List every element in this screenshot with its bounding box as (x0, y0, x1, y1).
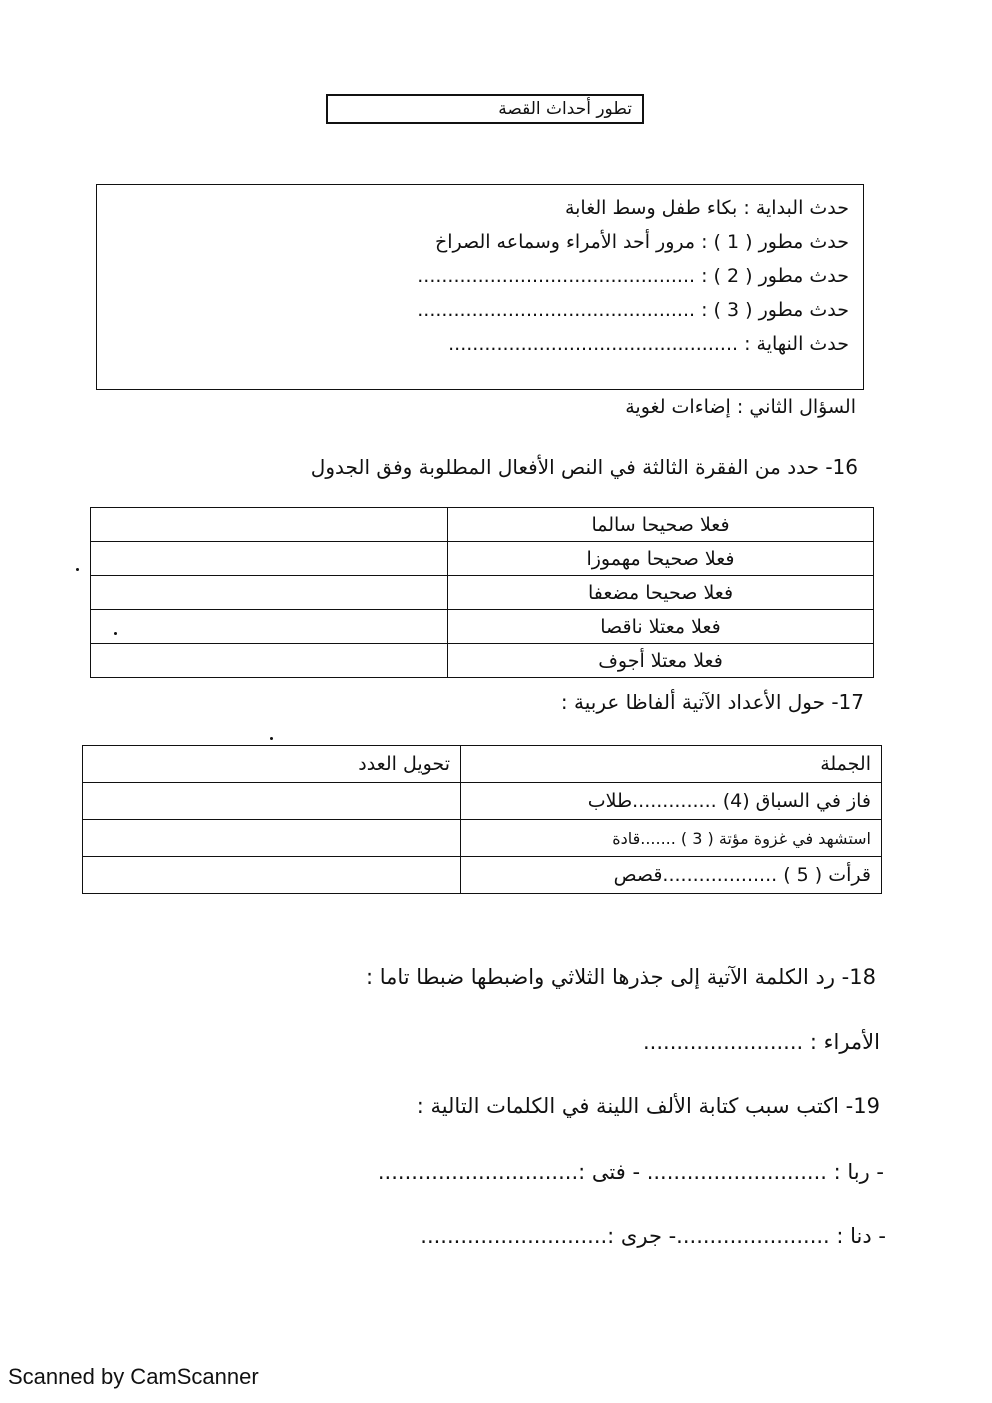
answer-cell[interactable] (91, 610, 448, 644)
scanner-watermark: Scanned by CamScanner (8, 1364, 259, 1389)
table-row (83, 783, 882, 820)
event-line-developer-3 (97, 293, 849, 327)
story-events-box (96, 184, 864, 390)
numbers-table (82, 745, 882, 894)
event-line-start (97, 191, 849, 225)
verb-type-cell: فعلا معتلا أجوف (448, 644, 874, 678)
event-line-end (97, 327, 849, 361)
verb-type-cell: فعلا صحيحا مهموزا (448, 542, 874, 576)
verb-type-cell: فعلا صحيحا مضعفا (448, 576, 874, 610)
scan-speck (114, 632, 117, 635)
event-label: حدث مطور ( 2 ) : (701, 265, 849, 287)
answer-cell[interactable] (83, 820, 461, 857)
question-19: 19- اكتب سبب كتابة الألف اللينة في الكلمات التالية : (416, 1094, 880, 1118)
question-19-line-2: - دنا : .......................- جرى :............................ (420, 1224, 886, 1248)
worksheet-title: تطور أحداث القصة (326, 94, 644, 124)
question-16: 16- حدد من الفقرة الثالثة في النص الأفعال المطلوبة وفق الجدول (310, 455, 858, 479)
verb-type-cell: فعلا صحيحا سالما (448, 508, 874, 542)
answer-cell[interactable] (91, 508, 448, 542)
table-header-row (83, 746, 882, 783)
table-row (83, 820, 882, 857)
question-19-line-1: - ربا : ........................... - فتى :.............................. (377, 1160, 884, 1184)
table-row (91, 576, 874, 610)
event-value: بكاء طفل وسط الغابة (564, 197, 738, 219)
table-row (91, 644, 874, 678)
event-line-developer-2 (97, 259, 849, 293)
answer-cell[interactable] (91, 576, 448, 610)
answer-cell[interactable] (83, 783, 461, 820)
scan-speck (76, 568, 79, 571)
question-17: 17- حول الأعداد الآتية ألفاظا عربية : (560, 690, 864, 714)
answer-cell[interactable] (91, 542, 448, 576)
event-label: حدث النهاية : (744, 333, 849, 355)
event-label: حدث البداية : (743, 197, 849, 219)
sentence-cell: قرأت ( 5 ) ...................قصص (461, 857, 882, 894)
sentence-cell: فاز في السباق (4) ..............طلاب (461, 783, 882, 820)
answer-cell[interactable] (91, 644, 448, 678)
event-value: .............................................. (417, 265, 696, 287)
scan-speck (270, 737, 273, 740)
event-value: ................................................ (448, 333, 739, 355)
table-row (91, 542, 874, 576)
table-row (91, 508, 874, 542)
event-value: مرور أحد الأمراء وسماعه الصراخ (434, 231, 696, 253)
table-row (83, 857, 882, 894)
column-header-sentence: الجملة (461, 746, 882, 783)
event-label: حدث مطور ( 1 ) : (701, 231, 849, 253)
event-value: .............................................. (417, 299, 696, 321)
verbs-table (90, 507, 874, 678)
section2-title: السؤال الثاني : إضاءات لغوية (625, 396, 856, 418)
column-header-conversion: تحويل العدد (83, 746, 461, 783)
verb-type-cell: فعلا معتلا ناقصا (448, 610, 874, 644)
question-18-item: الأمراء : ........................ (643, 1030, 880, 1054)
question-18: 18- رد الكلمة الآتية إلى جذرها الثلاثي واضبطها ضبطا تاما : (365, 965, 876, 989)
event-line-developer-1 (97, 225, 849, 259)
event-label: حدث مطور ( 3 ) : (701, 299, 849, 321)
table-row (91, 610, 874, 644)
sentence-cell: استشهد في غزوة مؤتة ( 3 ) .......قادة (461, 820, 882, 857)
answer-cell[interactable] (83, 857, 461, 894)
